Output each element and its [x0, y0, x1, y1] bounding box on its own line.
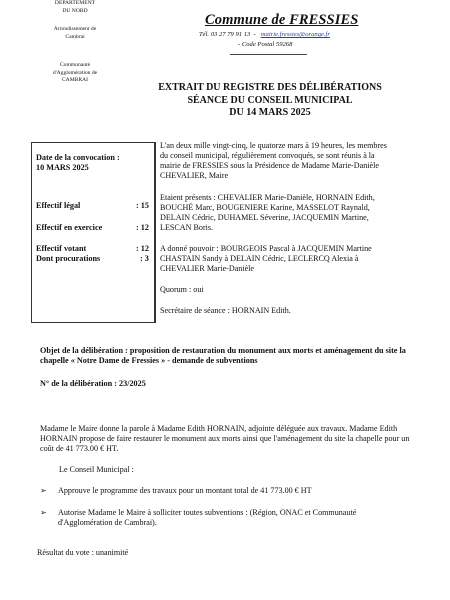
members-present: Etaient présents : CHEVALIER Marie-Danièle, HORNAIN Edith, BOUCHÉ Marc, BOUGENIERE Karine, MASSELOT Raynald, DELAIN Cédric, DUHAMEL Séverine, JACQUEMIN Martine, LESCAN Boris.: [160, 193, 375, 232]
contact-line: Tél. 03 27 79 91 13 - mairie.fressies@orange.fr: [199, 31, 330, 38]
procurations: [36, 254, 149, 263]
header-divider: [230, 54, 307, 55]
procurations-value: : 3: [140, 254, 149, 263]
vote-result: Résultat du vote : unanimité: [37, 548, 129, 557]
council-heading: Le Conseil Municipal :: [59, 465, 134, 474]
arrondissement-header: [20, 26, 130, 41]
effectif-exercice-value: : 12: [136, 223, 149, 232]
document-title: [140, 82, 400, 120]
title-line: EXTRAIT DU REGISTRE DES DÉLIBÉRATIONS: [158, 82, 382, 93]
arrondissement-line: Cambrai: [65, 33, 85, 40]
arrow-bullet-icon: ➢: [40, 508, 47, 517]
convocation-date: 10 MARS 2025: [36, 163, 89, 172]
session-secretary: Secrétaire de séance : HORNAIN Edith.: [160, 306, 291, 315]
department-line: DEPARTEMENT: [54, 0, 96, 6]
deliberation-paragraph: Madame le Maire donne la parole à Madame Edith HORNAIN, adjointe déléguée aux travaux. Madame Edith HORNAIN propose de faire restaurer le monument aux morts ainsi que l'aménagement du site la chapelle pour un coût de 41 773.00 € HT.: [40, 424, 410, 453]
communaute-line: CAMBRAI: [61, 77, 89, 84]
deliberation-number: N° de la délibération : 23/2025: [40, 379, 146, 388]
title-line: SÉANCE DU CONSEIL MUNICIPAL: [187, 94, 353, 106]
department-line: DU NORD: [62, 7, 88, 14]
title-line: DU 14 MARS 2025: [229, 107, 311, 118]
arrow-bullet-icon: ➢: [40, 486, 47, 495]
communaute-line: d'Agglomération de: [52, 69, 98, 76]
department-header: [20, 0, 130, 15]
effectif-legal-value: : 15: [136, 201, 149, 210]
communaute-line: Communauté: [59, 62, 91, 68]
bullet-item: [40, 508, 370, 528]
procurations-label: Dont procurations: [36, 254, 101, 263]
meeting-intro: L'an deux mille vingt-cinq, le quatorze mars à 19 heures, les membres du conseil municipal, régulièrement convoqués, se sont réunis à la mairie de FRESSIES sous la Présidence de Madame Marie-Danièle CHEVALIER, Maire: [160, 141, 387, 180]
arrondissement-line: Arrondissement de: [53, 26, 97, 32]
bullet-text: Approuve le programme des travaux pour un montant total de 41 773.00 € HT: [58, 486, 312, 495]
quorum: Quorum : oui: [160, 285, 204, 294]
effectif-votant-value: : 12: [136, 244, 149, 253]
effectif-legal-label: Effectif légal: [36, 201, 81, 210]
proxy-votes: A donné pouvoir : BOURGEOIS Pascal à JACQUEMIN Martine CHASTAIN Sandy à DELAIN Cédric, LECLERCQ Alexia à CHEVALIER Marie-Danièle: [160, 244, 372, 273]
commune-title: Commune de FRESSIES: [205, 12, 359, 28]
telephone: Tél. 03 27 79 91 13: [199, 31, 251, 38]
effectif-votant: [36, 244, 149, 253]
bullet-text: Autorise Madame le Maire à solliciter toutes subventions : (Région, ONAC et Communauté d'Agglomération de Cambrai).: [58, 508, 357, 527]
effectif-votant-label: Effectif votant: [36, 244, 87, 253]
communaute-header: [20, 62, 130, 85]
effectif-exercice: [36, 223, 149, 232]
email-link[interactable]: mairie.fressies@orange.fr: [260, 31, 330, 38]
deliberation-subject: Objet de la délibération : proposition de restauration du monument aux morts et aménagement du site la chapelle « Notre Dame de Fressies » - demande de subventions: [40, 346, 406, 365]
effectif-legal: [36, 201, 149, 210]
effectif-exercice-label: Effectif en exercice: [36, 223, 103, 232]
postal-code: - Code Postal 59268: [238, 41, 293, 48]
convocation-block: [36, 153, 151, 173]
convocation-label: Date de la convocation :: [36, 153, 120, 162]
bullet-item: [40, 486, 312, 495]
column-divider: [155, 142, 156, 323]
